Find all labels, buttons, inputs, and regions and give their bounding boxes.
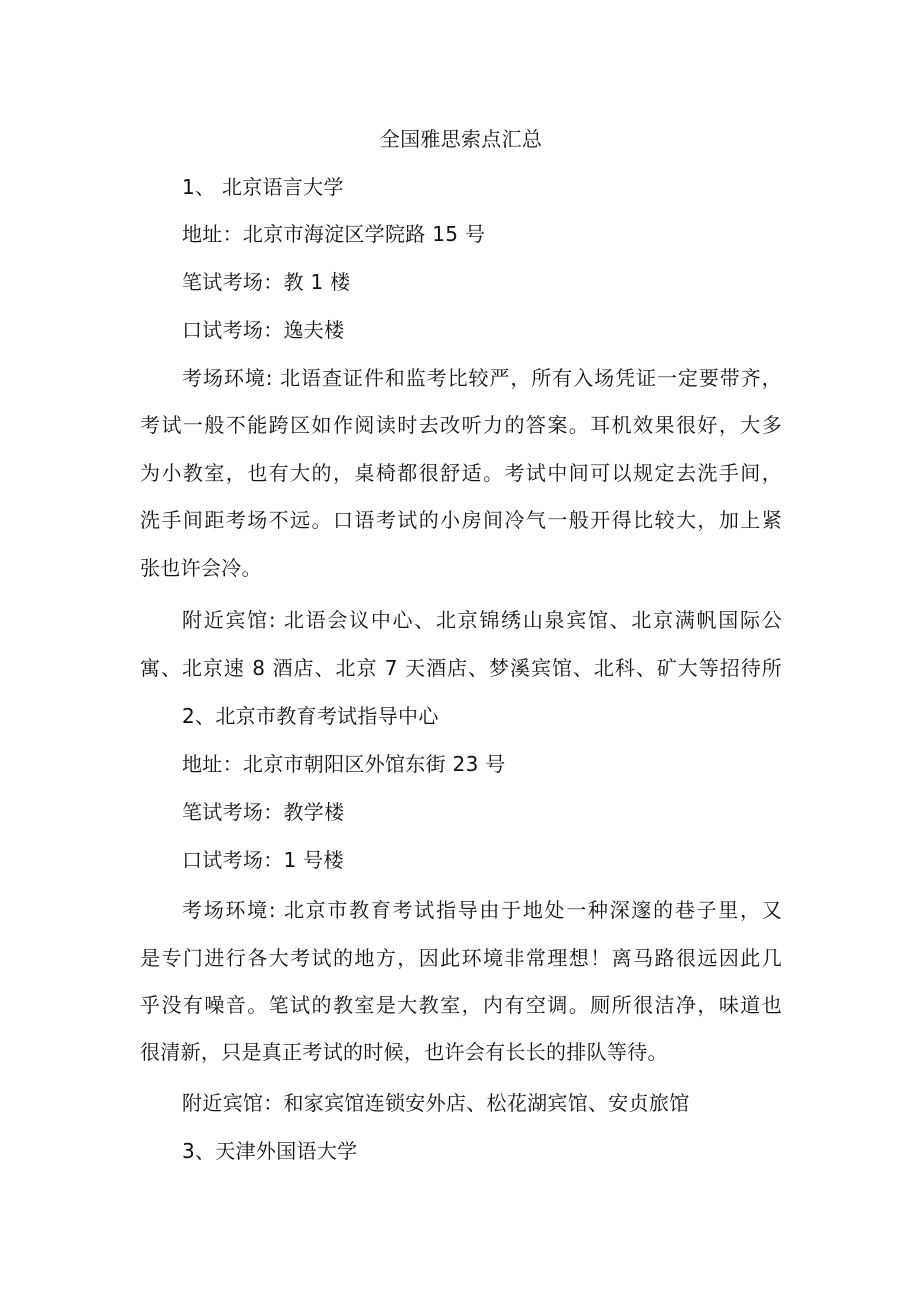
- section-1-written-venue: 笔试考场：教 1 楼: [182, 270, 351, 294]
- section-1-environment-line: 考试一般不能跨区如作阅读时去改听力的答案。耳机效果很好，大多: [140, 413, 782, 437]
- section-2-heading: 2、北京市教育考试指导中心: [182, 704, 439, 728]
- section-1-hotels-line: 寓、北京速 8 酒店、北京 7 天酒店、梦溪宾馆、北科、矿大等招待所: [140, 656, 782, 680]
- section-1-environment-line: 张也许会冷。: [140, 556, 262, 580]
- section-2-hotels-line: 附近宾馆：和家宾馆连锁安外店、松花湖宾馆、安贞旅馆: [182, 1091, 690, 1115]
- section-2-written-venue: 笔试考场：教学楼: [182, 800, 345, 824]
- section-2-address: 地址：北京市朝阳区外馆东街 23 号: [182, 752, 506, 776]
- document-title: 全国雅思索点汇总: [379, 127, 543, 151]
- section-1-environment-line: 洗手间距考场不远。口语考试的小房间冷气一般开得比较大，加上紧: [140, 508, 782, 532]
- section-1-heading: 1、 北京语言大学: [182, 175, 344, 199]
- section-2-oral-venue: 口试考场：1 号楼: [182, 848, 344, 872]
- section-1-environment-line: 为小教室，也有大的，桌椅都很舒适。考试中间可以规定去洗手间，: [140, 461, 782, 485]
- section-2-environment-line: 是专门进行各大考试的地方，因此环境非常理想！离马路很远因此几: [140, 946, 782, 970]
- section-3-heading: 3、天津外国语大学: [182, 1139, 358, 1163]
- section-1-hotels-line: 附近宾馆: 北语会议中心、北京锦绣山泉宾馆、北京满帆国际公: [182, 608, 782, 632]
- section-2-environment-line: 乎没有噪音。笔试的教室是大教室，内有空调。厕所很洁净，味道也: [140, 993, 782, 1017]
- section-2-environment-line: 很清新，只是真正考试的时候，也许会有长长的排队等待。: [140, 1040, 668, 1064]
- section-1-address: 地址：北京市海淀区学院路 15 号: [182, 222, 486, 246]
- section-1-environment-line: 考场环境: 北语查证件和监考比较严，所有入场凭证一定要带齐，: [182, 366, 782, 390]
- section-2-environment-line: 考场环境: 北京市教育考试指导由于地处一种深邃的巷子里，又: [182, 898, 782, 922]
- section-1-oral-venue: 口试考场：逸夫楼: [182, 318, 345, 342]
